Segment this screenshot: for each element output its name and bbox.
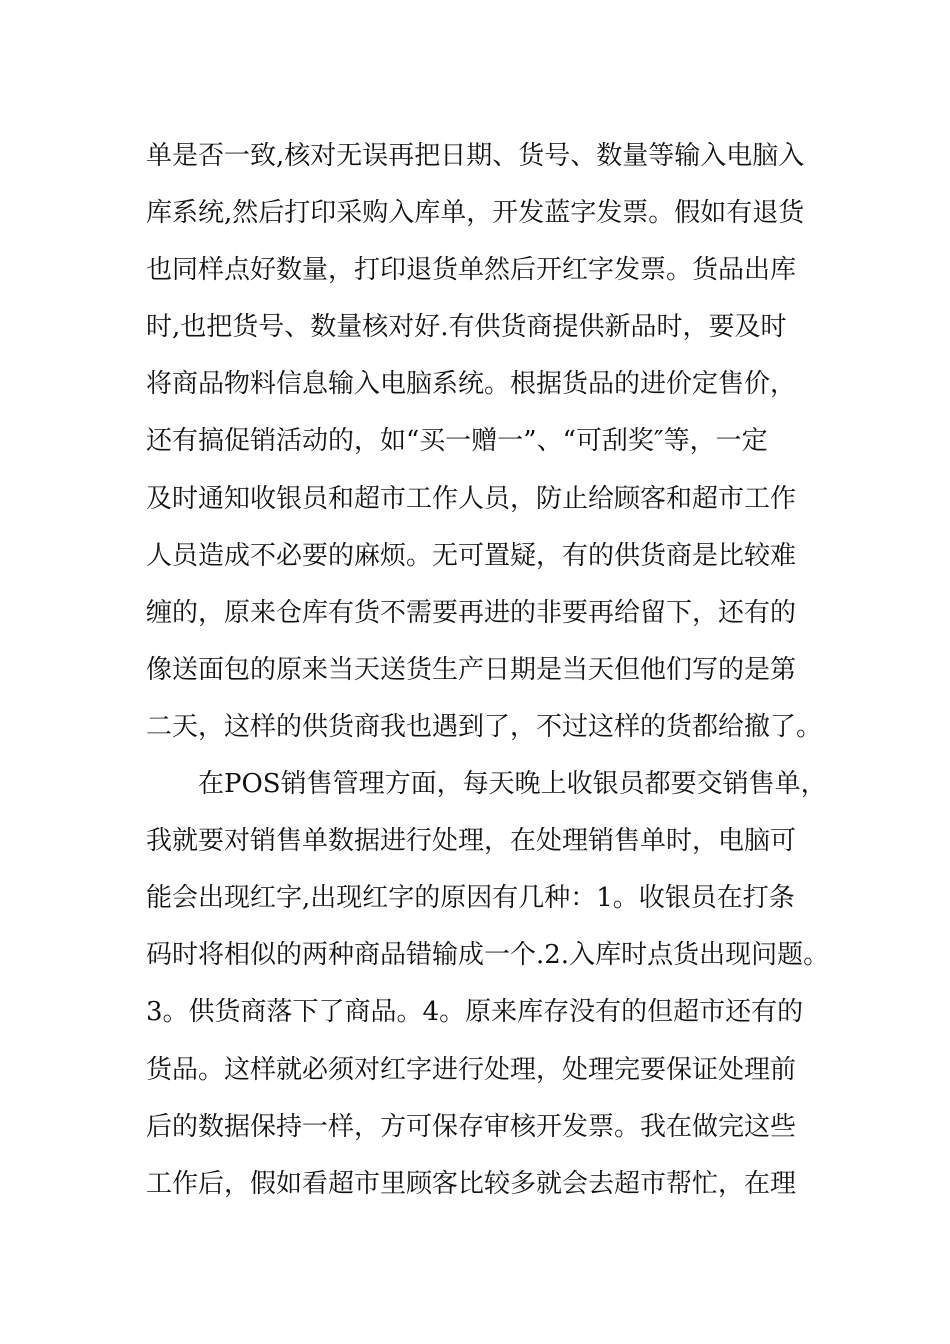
text-line: 二天，这样的供货商我也遇到了，不过这样的货都给撤了。 xyxy=(146,711,823,742)
text-line: 我就要对销售单数据进行处理，在处理销售单时，电脑可 xyxy=(146,826,797,857)
text-line: 也同样点好数量，打印退货单然后开红字发票。货品出库 xyxy=(146,255,797,286)
text-line: 单是否一致,核对无误再把日期、货号、数量等输入电脑入 xyxy=(146,141,805,171)
text-line: 将商品物料信息输入电脑系统。根据货品的进价定售价， xyxy=(146,369,797,400)
text-line: 人员造成不必要的麻烦。无可置疑，有的供货商是比较难 xyxy=(146,540,797,571)
text-line: 能会出现红字,出现红字的原因有几种：1。收银员在打条 xyxy=(146,883,795,914)
text-line: 及时通知收银员和超市工作人员，防止给顾客和超市工作 xyxy=(146,483,797,514)
text-line: 工作后，假如看超市里顾客比较多就会去超市帮忙，在理 xyxy=(146,1168,797,1199)
text-line: 时,也把货号、数量核对好.有供货商提供新品时，要及时 xyxy=(146,312,787,343)
paragraph-1 xyxy=(146,128,826,756)
text-line: 库系统,然后打印采购入库单，开发蓝字发票。假如有退货 xyxy=(146,198,805,229)
text-line: 3。供货商落下了商品。4。原来库存没有的但超市还有的 xyxy=(146,997,804,1028)
paragraph-2 xyxy=(146,756,830,1213)
text-line: 后的数据保持一样，方可保存审核开发票。我在做完这些 xyxy=(146,1111,797,1142)
text-line: 还有搞促销活动的，如“买一赠一”、“可刮奖″等，一定 xyxy=(146,426,768,457)
text-line: 码时将相似的两种商品错输成一个.2.入库时点货出现问题。 xyxy=(146,940,830,971)
text-line: 像送面包的原来当天送货生产日期是当天但他们写的是第 xyxy=(146,654,797,685)
text-line: 缠的，原来仓库有货不需要再进的非要再给留下，还有的 xyxy=(146,597,797,628)
text-line-indented: 在POS销售管理方面，每天晚上收银员都要交销售单， xyxy=(198,769,827,800)
body-text xyxy=(146,128,830,1213)
text-line: 货品。这样就必须对红字进行处理，处理完要保证处理前 xyxy=(146,1054,797,1085)
